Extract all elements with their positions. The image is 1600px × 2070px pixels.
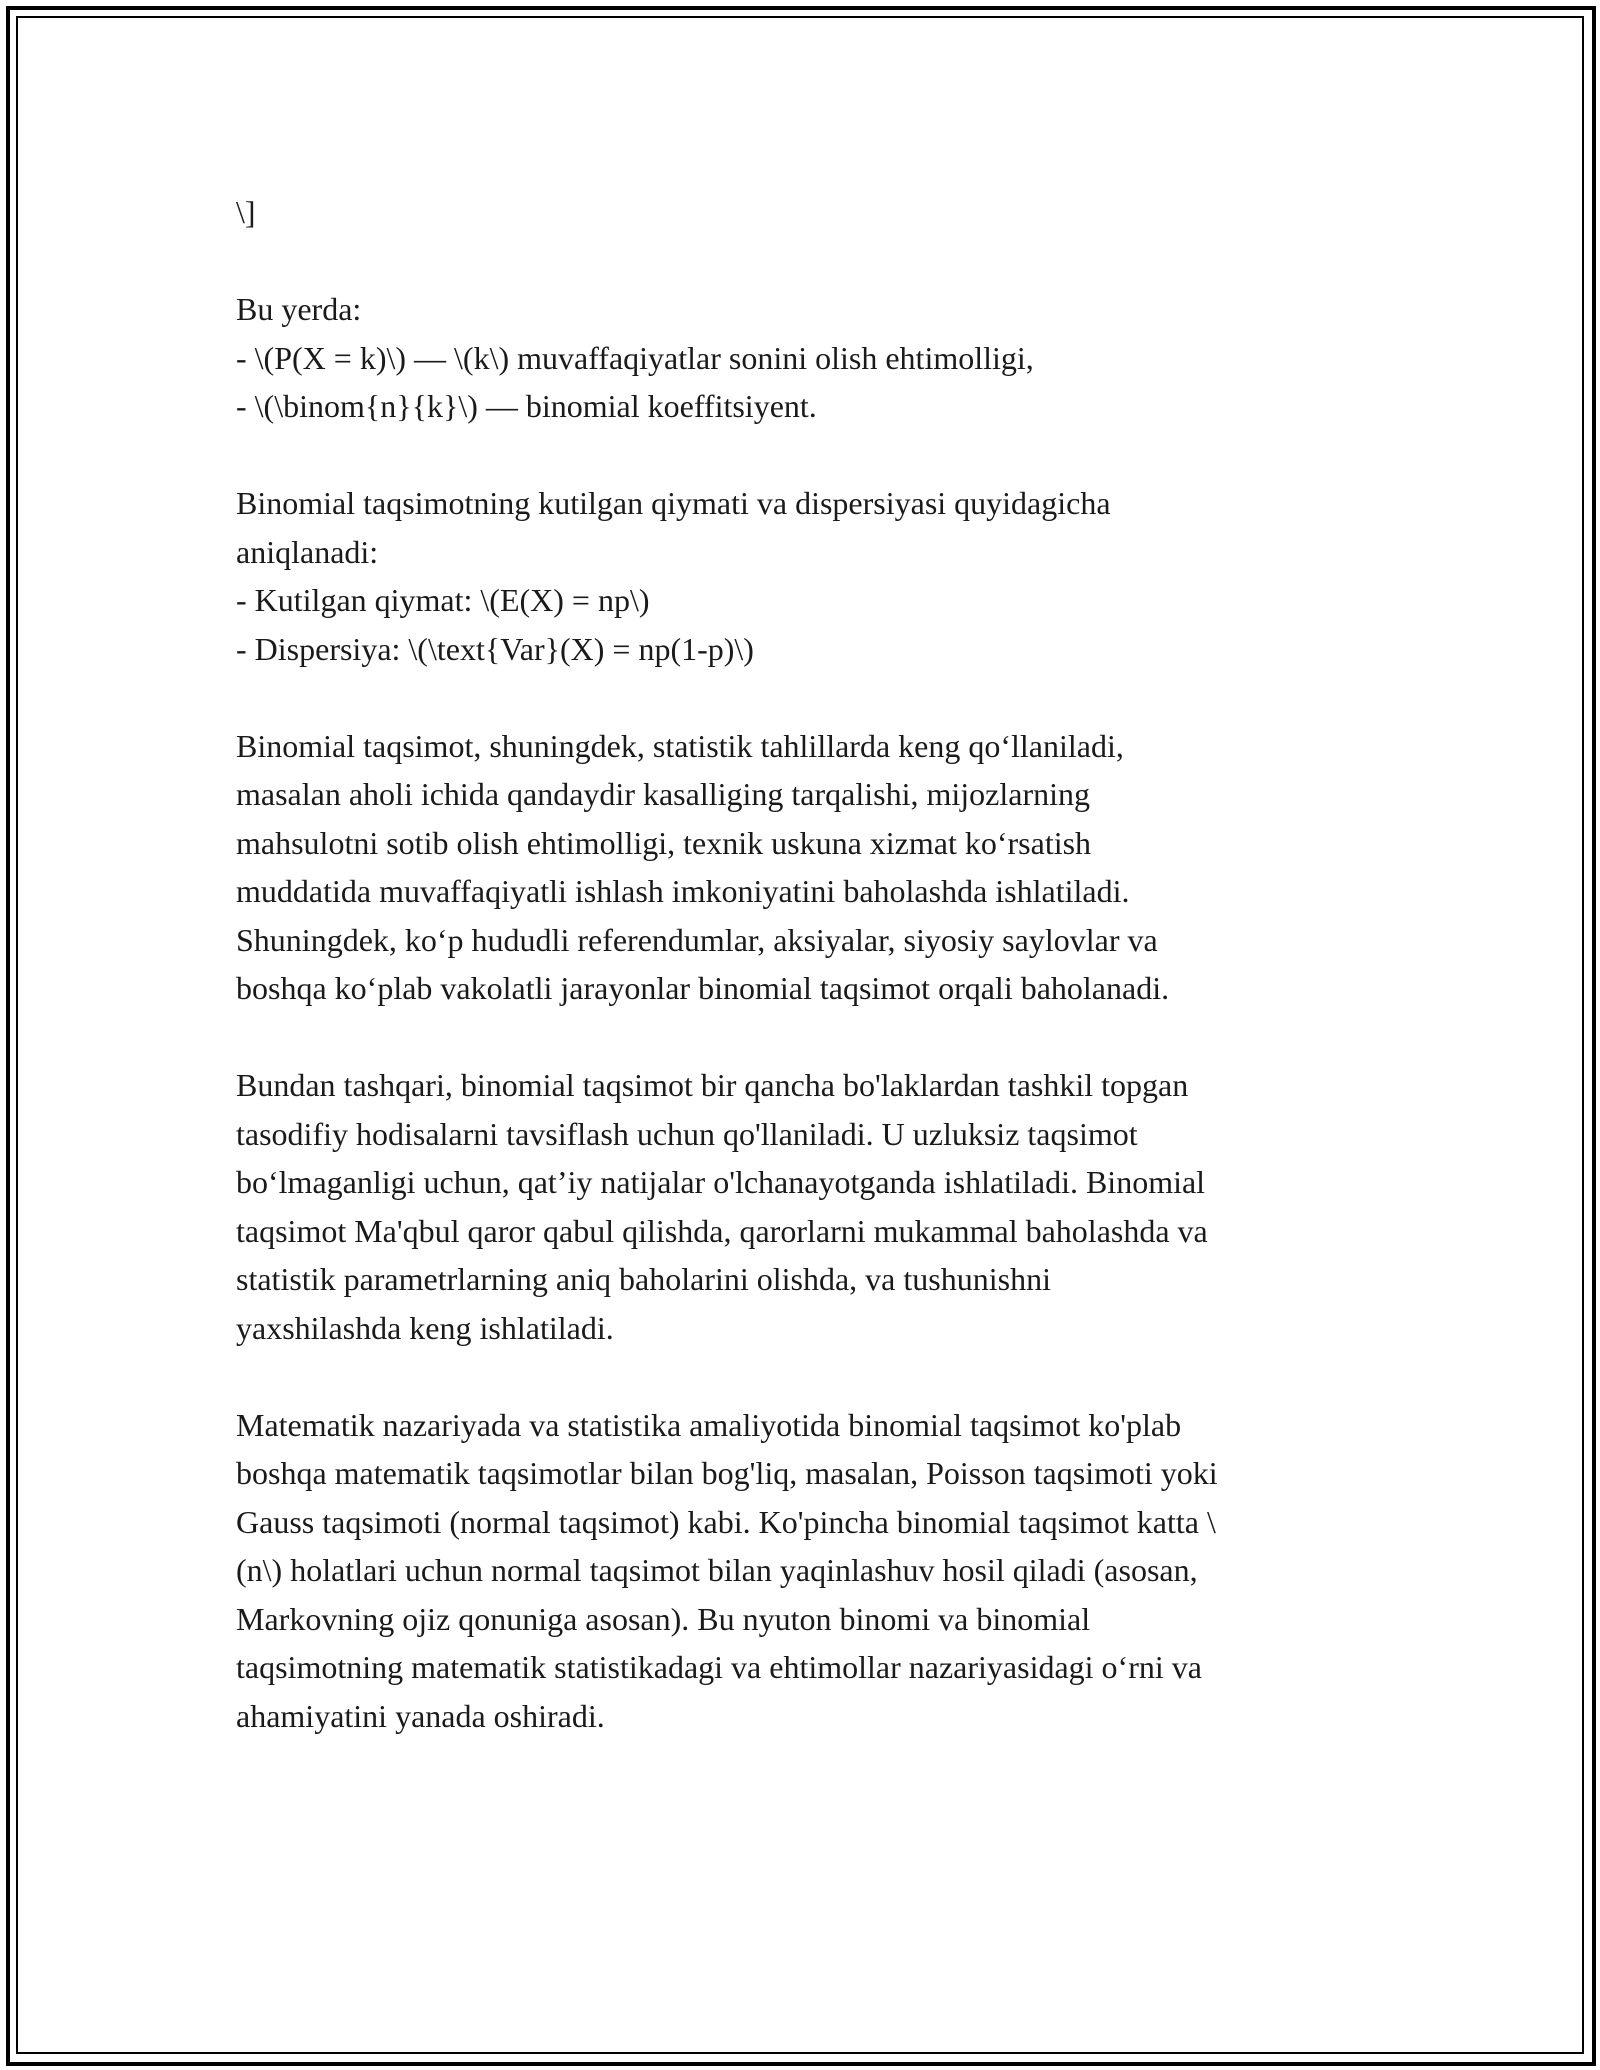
text-line: yaxshilashda keng ishlatiladi. — [236, 1309, 614, 1346]
text-line: taqsimotning matematik statistikadagi va ehtimollar nazariyasidagi o‘rni va — [236, 1649, 1202, 1685]
text-line: \] — [236, 194, 256, 230]
text-line: ahamiyatini yanada oshiradi. — [236, 1697, 605, 1734]
where-definitions — [236, 285, 1368, 431]
text-line: bo‘lmaganligi uchun, qat’iy natijalar o'lchanayotganda ishlatiladi. Binomial — [236, 1164, 1206, 1200]
text-line: Binomial taqsimot, shuningdek, statistik tahlillarda keng qo‘llaniladi, — [236, 727, 1124, 764]
variance-item: - Dispersiya: \(\text{Var}(X) = np(1-p)\) — [236, 630, 754, 667]
document-body — [236, 188, 1368, 1789]
text-line: boshqa ko‘plab vakolatli jarayonlar binomial taqsimot orqali baholanadi. — [236, 970, 1170, 1006]
where-heading: Bu yerda: — [236, 291, 362, 327]
definition-item-probability: - \(P(X = k)\) — \(k\) muvaffaqiyatlar sonini olish ehtimolligi, — [236, 339, 1034, 376]
text-line: Shuningdek, ko‘p hududli referendumlar, aksiyalar, siyosiy saylovlar va — [236, 921, 1158, 958]
discrete-events-paragraph — [236, 1061, 1368, 1352]
text-line: taqsimot Ma'qbul qaror qabul qilishda, qarorlarni mukammal baholashda va — [236, 1212, 1208, 1249]
text-line: mahsulotni sotib olish ehtimolligi, texnik uskuna xizmat ko‘rsatish — [236, 824, 1092, 861]
expectation-variance-paragraph — [236, 479, 1368, 673]
text-line: aniqlanadi: — [236, 533, 379, 570]
text-line: Matematik nazariyada va statistika amaliyotida binomial taqsimot ko'plab — [236, 1406, 1182, 1443]
latex-bracket-close — [236, 188, 1368, 237]
text-line: Markovning ojiz qonuniga asosan). Bu nyuton binomi va binomial — [236, 1600, 1091, 1637]
text-line: Gauss taqsimoti (normal taqsimot) kabi. Ko'pincha binomial taqsimot katta \ — [236, 1503, 1216, 1540]
text-line: tasodifiy hodisalarni tavsiflash uchun qo'llaniladi. U uzluksiz taqsimot — [236, 1115, 1138, 1152]
text-line: boshqa matematik taqsimotlar bilan bog'liq, masalan, Poisson taqsimoti yoki — [236, 1455, 1218, 1491]
text-line: muddatida muvaffaqiyatli ishlash imkoniyatini baholashda ishlatiladi. — [236, 873, 1130, 909]
text-line: (n\) holatlari uchun normal taqsimot bilan yaqinlashuv hosil qiladi (asosan, — [236, 1552, 1198, 1588]
text-line: Binomial taqsimotning kutilgan qiymati va dispersiyasi quyidagicha — [236, 485, 1111, 521]
applications-paragraph — [236, 722, 1368, 1013]
text-line: masalan aholi ichida qandaydir kasalliging tarqalishi, mijozlarning — [236, 776, 1090, 812]
text-line: statistik parametrlarning aniq baholarini olishda, va tushunishni — [236, 1261, 1051, 1297]
text-line: Bundan tashqari, binomial taqsimot bir qancha bo'laklardan tashkil topgan — [236, 1067, 1189, 1103]
related-distributions-paragraph — [236, 1401, 1368, 1741]
expectation-item: - Kutilgan qiymat: \(E(X) = np\) — [236, 582, 650, 618]
definition-item-coefficient: - \(\binom{n}{k}\) — binomial koeffitsiyent. — [236, 388, 817, 424]
